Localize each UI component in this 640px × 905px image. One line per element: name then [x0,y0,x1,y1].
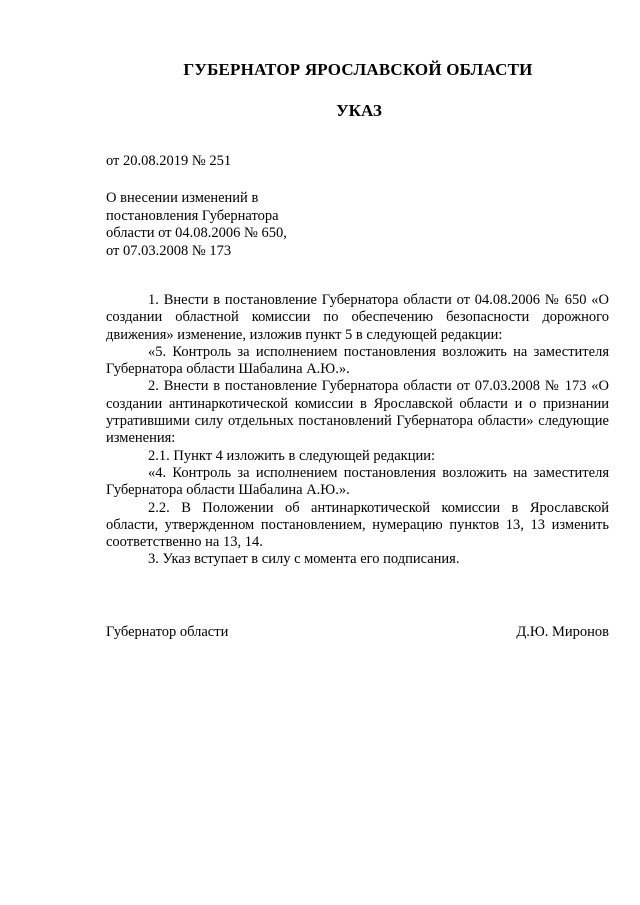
body-paragraph: 3. Указ вступает в силу с момента его подписания. [148,551,460,568]
document-type-heading: УКАЗ [336,101,382,120]
signatory-position: Губернатор области [106,624,229,640]
body-paragraph: 2.2. В Положении об антинаркотической комиссии в Ярославской области, утвержденном постановлением, нумерацию пунктов 13, 13 изменить соответственно на 13, 14. [106,499,609,551]
body-paragraph: «4. Контроль за исполнением постановления возложить на заместителя Губернатора области Шабалина А.Ю.». [106,464,609,499]
body-paragraph: 1. Внести в постановление Губернатора области от 04.08.2006 № 650 «О создании областной комиссии по обеспечению безопасности дорожного движения» изменение, изложив пункт 5 в следующей редакции: [106,292,609,343]
subject-line: постановления Губернатора [106,207,279,224]
signatory-name: Д.Ю. Миронов [516,624,609,640]
document-subject [106,190,406,260]
body-paragraph: «5. Контроль за исполнением постановления возложить на заместителя Губернатора области Шабалина А.Ю.». [106,343,609,378]
document-date-number: от 20.08.2019 № 251 [106,153,232,169]
subject-line: О внесении изменений в [106,190,259,206]
document-body [106,292,609,569]
body-paragraph: 2.1. Пункт 4 изложить в следующей редакции: [148,447,436,464]
subject-line: от 07.03.2008 № 173 [106,242,232,259]
issuer-heading: ГУБЕРНАТОР ЯРОСЛАВСКОЙ ОБЛАСТИ [183,60,533,79]
body-paragraph: 2. Внести в постановление Губернатора области от 07.03.2008 № 173 «О создании антинаркотической комиссии в Ярославской области и о признании утратившими силу отдельных постановлений Губернатора области» следующие изменения: [106,378,609,447]
subject-line: области от 04.08.2006 № 650, [106,225,287,241]
